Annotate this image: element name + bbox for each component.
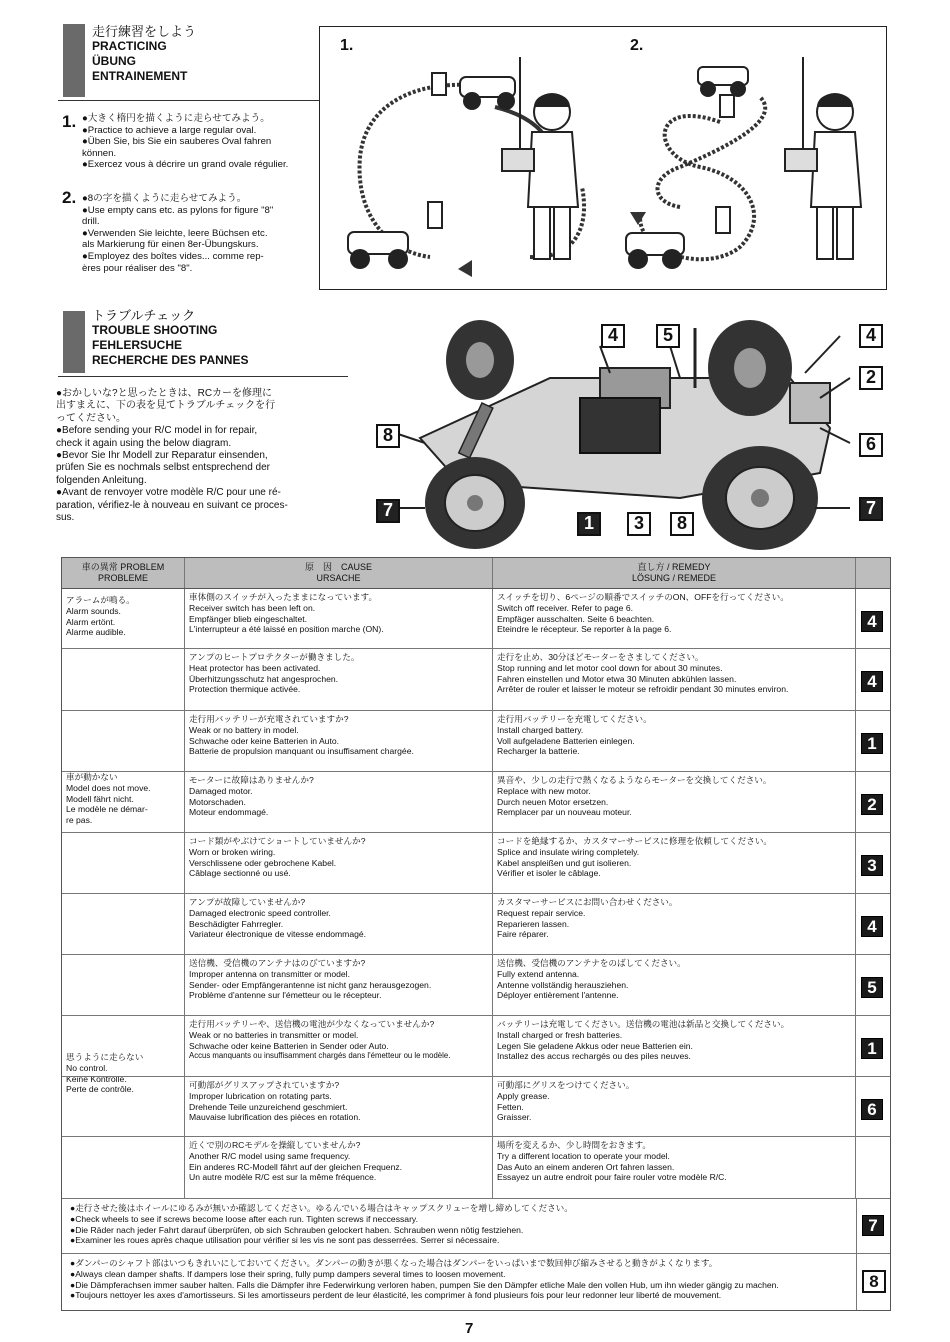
remedy-cell: 異音や、少しの走行で熱くなるようならモーターを交換してください。 Replace with new motor. Durch neuen Motor ersetzen. Remplacer par un nouveau moteur.	[493, 772, 856, 832]
can-pylon-icon	[428, 73, 446, 228]
ref-number: 3	[861, 855, 883, 876]
callout-5: 5	[656, 324, 680, 348]
header-cause: 原 因 CAUSE URSACHE	[185, 558, 493, 588]
practice-drawing	[320, 27, 886, 289]
ref-number: 1	[861, 733, 883, 754]
cause-cell: モーターに故障はありませんか? Damaged motor. Motorschaden. Moteur endommagé.	[185, 772, 493, 832]
cause-cell: 走行用バッテリーが充電されていますか? Weak or no battery in model. Schwache oder keine Batterien in Auto. Batterie de propulsion manquant ou insuffisament chargée.	[185, 711, 493, 771]
step-2-text: ●8の字を描くように走らせてみよう。 ●Use empty cans etc. as pylons for figure "8" drill. ●Verwenden Sie leichte, leere Büchsen etc. als Markierung für einen 8er-Übungskurs. ●Employez des boîtes vides... comme rep- ères pour réaliser des "8".	[82, 193, 274, 274]
boy-with-transmitter-icon	[785, 57, 861, 259]
callout-3: 3	[627, 512, 651, 536]
section-marker-practicing	[63, 24, 85, 97]
problem-no-control: 思うように走らない No control. Keine Kontrolle. Perte de contrôle.	[66, 1052, 144, 1095]
table-row	[62, 894, 890, 955]
ref-number: 8	[862, 1270, 886, 1293]
ref-number: 7	[862, 1215, 884, 1236]
can-pylon-icon	[716, 95, 734, 233]
trouble-title-fr: RECHERCHE DES PANNES	[92, 353, 249, 367]
trouble-title-en: TROUBLE SHOOTING	[92, 323, 218, 337]
cause-cell: 近くで別のRCモデルを操縦していませんか? Another R/C model using same frequency. Ein anderes RC-Modell fährt auf der gleichen Frequenz. Un autre modèle R/C est sur la même fréquence.	[185, 1137, 493, 1198]
ref-number: 4	[861, 916, 883, 937]
illustration-2-label: 2.	[630, 37, 644, 54]
troubleshooting-table	[61, 557, 891, 1311]
page-number: 7	[465, 1320, 474, 1337]
remedy-cell: 送信機、受信機のアンテナをのばしてください。 Fully extend antenna. Antenne vollständig herausziehen. Déployer entièrement l'antenne.	[493, 955, 856, 1015]
trouble-divider	[58, 376, 348, 377]
general-note-wheels: ●走行させた後はホイールにゆるみが無いか確認してください。ゆるんでいる場合はキャップスクリューを増し締めしてください。 ●Check wheels to see if screws become loose after each run. Tighten screws if neccessary. ●Die Räder nach jeder Fahrt darauf überprüfen, ob sich Schrauben gelockert haben. Schrauben wenn nötig festziehen. ●Examiner les roues après chaque utilisation pour vérifier si les vis ne sont pas desserrées. Serrer si nécessaire. 7	[62, 1199, 890, 1254]
leader-line	[670, 346, 680, 378]
table-row	[62, 1077, 890, 1137]
practicing-divider	[58, 100, 320, 101]
general-note-dampers: ●ダンパーのシャフト部はいつもきれいにしておいてください。ダンパーの動きが悪くなった場合はダンパーをいっぱいまで数回伸び縮みさせると動きがよくなります。 ●Always clean damper shafts. If dampers lose their spring, fully pump dampers several times to loosen movement. ●Die Dämpferachsen immer sauber halten. Falls die Dämpfer ihre Federwirkung verloren haben, pumpen Sie den Dämpfer etliche Male den vollen Hub, um ihn wieder gängig zu machen. ●Toujours nettoyer les axes d'amortisseurs. Si les amortisseurs perdent de leur élasticité, les comprimer à fond plusieurs fois pour leur redonner leur liberté de mouvement. 8	[62, 1254, 890, 1310]
table-row	[62, 649, 890, 711]
cause-cell: コード類がやぶけてショートしていませんか? Worn or broken wiring. Verschlissene oder gebrochene Kabel. Câblage sectionné ou usé.	[185, 833, 493, 893]
cause-cell: アンプが故障していませんか? Damaged electronic speed controller. Beschädigter Fahrregler. Variateur électronique de vitesse endommagé.	[185, 894, 493, 954]
table-row	[62, 1016, 890, 1077]
remedy-cell: コードを絶縁するか、カスタマーサービスに修理を依頼してください。 Splice and insulate wiring completely. Kabel anspleißen und gut isolieren. Vérifier et isoler le câblage.	[493, 833, 856, 893]
practicing-title-de: ÜBUNG	[92, 54, 136, 68]
practicing-title-fr: ENTRAINEMENT	[92, 69, 188, 83]
table-row	[62, 955, 890, 1016]
header-ref	[856, 558, 889, 588]
header-remedy: 直し方 / REMEDY LÖSUNG / REMEDE	[493, 558, 856, 588]
ref-number: 4	[861, 611, 883, 632]
remedy-cell: スイッチを切り、6ページの順番でスイッチのON、OFFを行ってください。 Switch off receiver. Refer to page 6. Empfäger ausschalten. Seite 6 beachten. Eteindre le récepteur. Se reporter à la page 6.	[493, 589, 856, 648]
step-1-text: ●大きく楕円を描くように走らせてみよう。 ●Practice to achieve a large regular oval. ●Üben Sie, bis Sie ein sauberes Oval fahren können. ●Exercez vous à décrire un grand ovale régulier.	[82, 113, 289, 171]
illustration-1-label: 1.	[340, 37, 354, 54]
remedy-cell: 走行用バッテリーを充電してください。 Install charged battery. Voll aufgeladene Batterien einlegen. Recharger la batterie.	[493, 711, 856, 771]
table-header	[62, 558, 890, 589]
wheel-icon	[702, 446, 818, 550]
cause-cell: 車体側のスイッチが入ったままになっています。 Receiver switch has been left on. Empfänger blieb eingeschaltet. L'interrupteur a été laissé en position marche (ON).	[185, 589, 493, 648]
callout-4-top: 4	[601, 324, 625, 348]
remedy-cell: 場所を変えるか、少し時間をおきます。 Try a different location to operate your model. Das Auto an einem anderen Ort fahren lassen. Essayez un autre endroit pour faire rouler votre modèle R/C.	[493, 1137, 856, 1198]
ref-number: 4	[861, 671, 883, 692]
trouble-title	[92, 308, 248, 368]
wheel-icon	[425, 457, 525, 549]
cause-cell: 可動部がグリスアップされていますか? Improper lubrication on rotating parts. Drehende Teile unzureichend geschmiert. Mauvaise lubrification des pièces en rotation.	[185, 1077, 493, 1136]
rc-car-icon	[348, 232, 408, 269]
remedy-cell: 走行を止め、30分ほどモーターをさましてください。 Stop running and let motor cool down for about 30 minutes. Fahren einstellen und Motor etwa 30 Minuten abkühlen lassen. Arrêter de rouler et laisser le moteur se refroidir pendant 30 minutes environ.	[493, 649, 856, 710]
trouble-title-jp: トラブルチェック	[92, 308, 196, 323]
ref-number: 1	[861, 1038, 883, 1059]
ref-number: 5	[861, 977, 883, 998]
arrow-icon	[458, 260, 472, 277]
table-row	[62, 1137, 890, 1199]
callout-1: 1	[577, 512, 601, 536]
practicing-title	[92, 24, 196, 84]
table-row	[62, 589, 890, 649]
callout-8-left: 8	[376, 424, 400, 448]
ref-number: 6	[861, 1099, 883, 1120]
remedy-cell: 可動部にグリスをつけてください。 Apply grease. Fetten. Graisser.	[493, 1077, 856, 1136]
rc-car-icon	[460, 77, 515, 110]
motor-icon	[790, 383, 830, 423]
practicing-illustration	[319, 26, 887, 290]
wheel-icon	[708, 320, 792, 416]
step-2-number: 2.	[62, 188, 77, 207]
table-row	[62, 711, 890, 772]
callout-7-left: 7	[376, 499, 400, 523]
practicing-title-en: PRACTICING	[92, 39, 167, 53]
wheel-icon	[446, 320, 514, 400]
section-marker-trouble	[63, 311, 85, 373]
rc-car-icon	[698, 67, 748, 97]
callout-7-right: 7	[859, 497, 883, 521]
callout-2: 2	[859, 366, 883, 390]
header-problem: 車の異常 PROBLEM PROBLEME	[62, 558, 185, 588]
cause-cell: 走行用バッテリーや、送信機の電池が少なくなっていませんか? Weak or no batteries in transmitter or model. Schwache oder keine Batterien in Sender oder Auto. Accus manquants ou insuffisamment chargés dans l'émetteur ou le modèle.	[185, 1016, 493, 1076]
callout-8-bottom: 8	[670, 512, 694, 536]
step-1-number: 1.	[62, 112, 77, 131]
callout-4-right: 4	[859, 324, 883, 348]
table-row	[62, 833, 890, 894]
remedy-cell: バッテリーは充電してください。送信機の電池は新品と交換してください。 Install charged or fresh batteries. Legen Sie geladene Akkus oder neue Batterien ein. Installez des accus rechargés ou des piles neuves.	[493, 1016, 856, 1076]
cause-cell: 送信機、受信機のアンテナはのびていますか? Improper antenna on transmitter or model. Sender- oder Empfängerantenne ist nicht ganz herausgezogen. Problème d'antenne sur l'émetteur ou le récepteur.	[185, 955, 493, 1015]
ref-number: 2	[861, 794, 883, 815]
leader-line	[805, 336, 840, 373]
trouble-title-de: FEHLERSUCHE	[92, 338, 183, 352]
cause-cell: アンプのヒートプロテクターが働きました。 Heat protector has been activated. Überhitzungsschutz hat angesprochen. Protection thermique activée.	[185, 649, 493, 710]
problem-alarm: アラームが鳴る。 Alarm sounds. Alarm ertönt. Alarme audible.	[66, 595, 135, 638]
rc-car-icon	[626, 233, 684, 269]
arrow-icon	[630, 212, 646, 225]
battery-icon	[580, 398, 660, 453]
practicing-title-jp: 走行練習をしよう	[92, 24, 197, 39]
remedy-cell: カスタマーサービスにお問い合わせください。 Request repair service. Reparieren lassen. Faire réparer.	[493, 894, 856, 954]
problem-no-move: 車が動かない Model does not move. Modell fährt nicht. Le modèle ne démar- re pas.	[66, 772, 151, 826]
table-row	[62, 772, 890, 833]
callout-6: 6	[859, 433, 883, 457]
trouble-intro: ●おかしいな?と思ったときは、RCカーを修理に 出すまえに、下の表を見てトラブルチェックを行 ってください。 ●Before sending your R/C model in for repair, check it again using the below diagram. ●Bevor Sie Ihr Modell zur Reparatur einsenden, prüfen Sie es nochmals selbst entsprechend der folgenden Anleitung. ●Avant de renvoyer votre modèle R/C pour une ré- paration, vérifiez-le à nouveau en suivant ce proces- sus.	[56, 388, 288, 524]
